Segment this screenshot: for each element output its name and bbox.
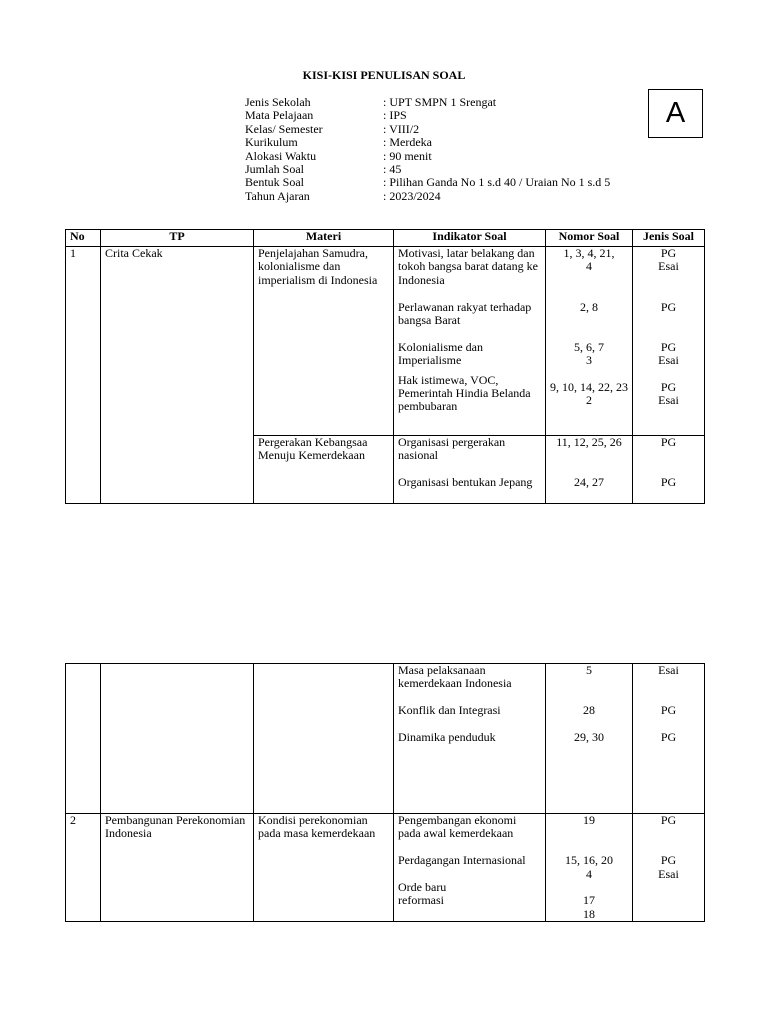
meta-row xyxy=(245,150,665,163)
jenis-item: Esai xyxy=(658,866,679,881)
meta-info xyxy=(245,96,665,203)
jenis-item: PG xyxy=(660,475,677,490)
meta-row xyxy=(245,96,665,109)
cell-tp: Crita Cekak xyxy=(101,247,254,504)
cell-tp xyxy=(101,664,254,814)
jenis-item: PG xyxy=(660,299,677,314)
meta-value: : UPT SMPN 1 Srengat xyxy=(383,95,497,109)
indikator-item: Kolonialisme dan Imperialisme xyxy=(398,339,483,368)
meta-row xyxy=(245,163,665,176)
nomor-item: 3 xyxy=(586,353,592,368)
table-row xyxy=(66,247,705,436)
meta-row xyxy=(245,109,665,122)
cell-no xyxy=(66,664,101,814)
cell-jenis xyxy=(633,814,705,922)
indikator-item: Dinamika penduduk xyxy=(398,730,496,744)
meta-row xyxy=(245,136,665,149)
cell-jenis xyxy=(633,436,705,504)
nomor-item: 17 xyxy=(583,893,595,908)
indikator-item: Organisasi bentukan Jepang xyxy=(398,475,533,490)
cell-materi: Penjelajahan Samudra, kolonialisme dan imperialism di Indonesia xyxy=(254,247,394,436)
jenis-item: PG xyxy=(660,813,677,827)
meta-value: : VIII/2 xyxy=(383,121,420,136)
cell-jenis xyxy=(633,247,705,436)
meta-row xyxy=(245,123,665,136)
jenis-item: PG xyxy=(660,729,677,744)
nomor-item: 4 xyxy=(586,866,592,881)
table-row xyxy=(66,664,705,814)
meta-value: : 90 menit xyxy=(383,148,432,163)
nomor-item: 2, 8 xyxy=(580,299,598,314)
cell-nomor xyxy=(546,436,633,504)
indikator-item: reformasi xyxy=(398,893,444,908)
indikator-item: Organisasi pergerakan nasional xyxy=(398,435,506,463)
jenis-item: PG xyxy=(660,379,677,394)
indikator-item: Perdagangan Internasional xyxy=(398,853,526,868)
indikator-item: Masa pelaksanaan kemerdekaan Indonesia xyxy=(398,663,512,691)
jenis-item: Esai xyxy=(658,393,679,408)
jenis-item: PG xyxy=(660,246,677,260)
cell-nomor xyxy=(546,664,633,814)
jenis-item: PG xyxy=(660,703,677,718)
cell-indikator xyxy=(394,436,546,504)
cell-indikator xyxy=(394,814,546,922)
nomor-item: 28 xyxy=(583,703,595,718)
header-no: No xyxy=(66,230,101,247)
nomor-item: 15, 16, 20 xyxy=(565,853,613,868)
cell-materi xyxy=(254,664,394,814)
kisi-kisi-table-1 xyxy=(65,229,705,504)
cell-indikator xyxy=(394,664,546,814)
meta-label: Jenis Sekolah xyxy=(245,95,311,109)
cell-no: 2 xyxy=(66,814,101,922)
nomor-item: 24, 27 xyxy=(574,475,604,490)
jenis-item: PG xyxy=(660,853,677,868)
cell-indikator xyxy=(394,247,546,436)
version-badge: A xyxy=(648,89,703,138)
meta-value: : 45 xyxy=(383,162,402,177)
header-tp: TP xyxy=(101,230,254,247)
cell-tp: Pembangunan Perekonomian Indonesia xyxy=(101,814,254,922)
indikator-item: Hak istimewa, VOC, Pemerintah Hindia Belanda pembubaran xyxy=(398,372,531,414)
jenis-item: Esai xyxy=(658,353,679,368)
nomor-item: 4 xyxy=(586,259,592,274)
cell-no: 1 xyxy=(66,247,101,504)
cell-materi: Pergerakan Kebangsaa Menuju Kemerdekaan xyxy=(254,436,394,504)
meta-value: : Merdeka xyxy=(383,135,432,150)
meta-value: : IPS xyxy=(383,108,407,123)
header-materi: Materi xyxy=(254,230,394,247)
indikator-item: Motivasi, latar belakang dan tokoh bangsa barat datang ke Indonesia xyxy=(398,246,538,287)
nomor-item: 5, 6, 7 xyxy=(574,339,604,354)
nomor-item: 2 xyxy=(586,393,592,408)
nomor-item: 19 xyxy=(583,813,595,827)
table-row xyxy=(66,814,705,922)
meta-row xyxy=(245,190,665,203)
cell-materi: Kondisi perekonomian pada masa kemerdekaan xyxy=(254,814,394,922)
nomor-item: 5 xyxy=(586,663,592,677)
meta-value: : 2023/2024 xyxy=(383,188,441,203)
jenis-item: PG xyxy=(660,339,677,354)
indikator-item: Orde baru xyxy=(398,880,447,894)
nomor-item: 29, 30 xyxy=(574,729,604,744)
header-indikator: Indikator Soal xyxy=(394,230,546,247)
kisi-kisi-table-2 xyxy=(65,663,705,922)
cell-nomor xyxy=(546,247,633,436)
meta-label: Jumlah Soal xyxy=(245,162,304,177)
jenis-item: Esai xyxy=(658,663,679,677)
meta-label: Mata Pelajaan xyxy=(245,108,314,123)
nomor-item: 18 xyxy=(583,906,595,921)
table-header-row xyxy=(66,230,705,247)
meta-label: Tahun Ajaran xyxy=(245,188,310,203)
meta-value: : Pilihan Ganda No 1 s.d 40 / Uraian No 1 s.d 5 xyxy=(383,175,611,190)
meta-label: Alokasi Waktu xyxy=(245,148,317,163)
meta-label: Kurikulum xyxy=(245,135,298,150)
cell-nomor xyxy=(546,814,633,922)
indikator-item: Perlawanan rakyat terhadap bangsa Barat xyxy=(398,299,532,328)
nomor-item: 1, 3, 4, 21, xyxy=(563,246,615,260)
meta-row xyxy=(245,176,665,189)
meta-label: Kelas/ Semester xyxy=(245,121,323,136)
indikator-item: Pengembangan ekonomi pada awal kemerdekaan xyxy=(398,813,517,841)
nomor-item: 11, 12, 25, 26 xyxy=(556,435,622,449)
header-nomor: Nomor Soal xyxy=(546,230,633,247)
header-jenis: Jenis Soal xyxy=(633,230,705,247)
jenis-item: Esai xyxy=(658,259,679,274)
indikator-item: Konflik dan Integrasi xyxy=(398,703,501,718)
meta-label: Bentuk Soal xyxy=(245,175,304,190)
jenis-item: PG xyxy=(660,435,677,449)
document-title: KISI-KISI PENULISAN SOAL xyxy=(302,68,466,82)
nomor-item: 9, 10, 14, 22, 23 xyxy=(550,379,628,394)
cell-jenis xyxy=(633,664,705,814)
